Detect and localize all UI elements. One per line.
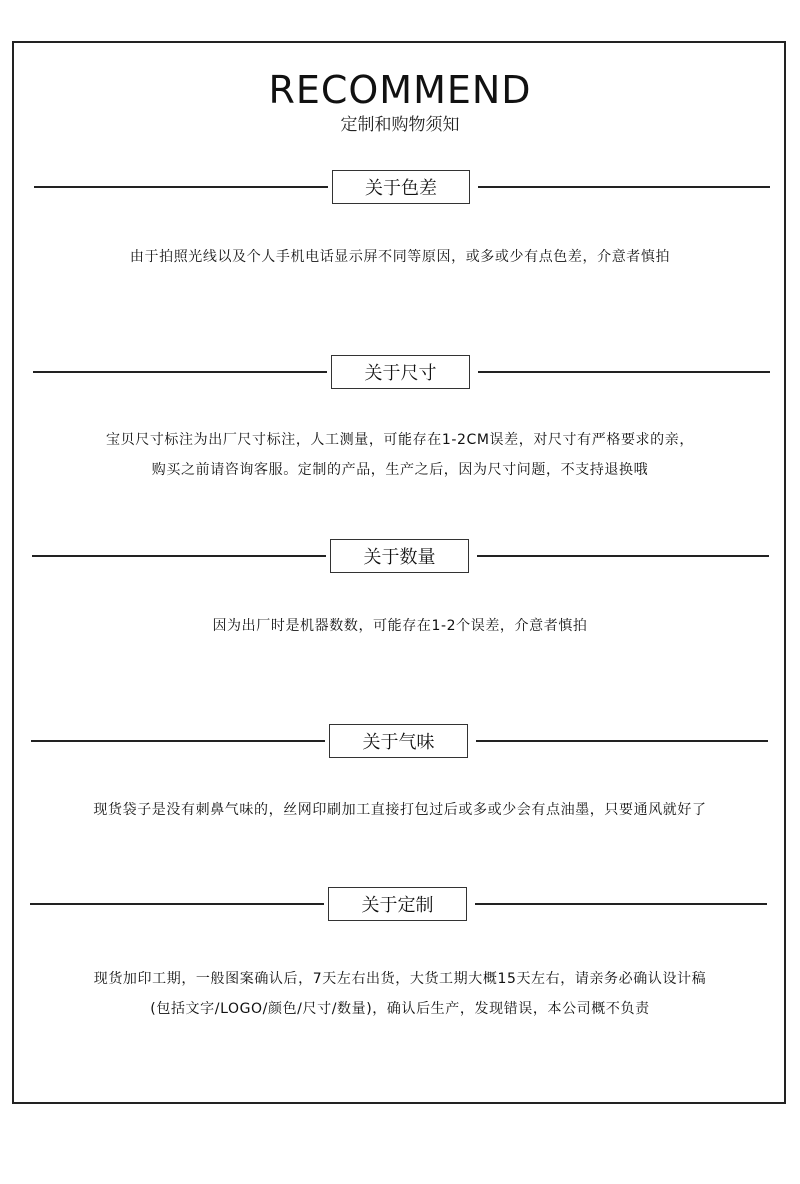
divider-left — [30, 903, 324, 905]
section-line: 因为出厂时是机器数数，可能存在1-2个误差，介意者慎拍 — [212, 618, 588, 634]
section-label-custom: 关于定制 — [328, 887, 467, 921]
page-subtitle: 定制和购物须知 — [340, 115, 460, 135]
section-text-custom — [0, 964, 800, 1024]
section-label-quantity: 关于数量 — [330, 539, 469, 573]
divider-right — [476, 740, 768, 742]
section-text-smell — [0, 795, 800, 825]
section-label-color: 关于色差 — [332, 170, 470, 204]
section-header-custom — [0, 887, 800, 921]
section-header-smell — [0, 724, 800, 758]
divider-right — [478, 186, 770, 188]
section-line: 由于拍照光线以及个人手机电话显示屏不同等原因，或多或少有点色差，介意者慎拍 — [129, 249, 671, 265]
page-title: RECOMMEND — [268, 68, 532, 112]
section-line: (包括文字/LOGO/颜色/尺寸/数量)，确认后生产，发现错误，本公司概不负责 — [150, 1001, 650, 1017]
divider-right — [475, 903, 767, 905]
section-header-color — [0, 170, 800, 204]
divider-left — [33, 371, 327, 373]
divider-left — [32, 555, 326, 557]
divider-left — [34, 186, 328, 188]
section-header-quantity — [0, 539, 800, 573]
section-header-size — [0, 355, 800, 389]
divider-right — [478, 371, 770, 373]
section-label-smell: 关于气味 — [329, 724, 468, 758]
section-text-quantity — [0, 611, 800, 641]
section-line: 购买之前请咨询客服。定制的产品，生产之后，因为尺寸问题，不支持退换哦 — [151, 462, 649, 478]
section-text-size — [0, 425, 800, 485]
section-line: 现货加印工期，一般图案确认后，7天左右出货，大货工期大概15天左右，请亲务必确认设计稿 — [93, 971, 707, 987]
divider-right — [477, 555, 769, 557]
section-label-size: 关于尺寸 — [331, 355, 470, 389]
section-line: 宝贝尺寸标注为出厂尺寸标注，人工测量，可能存在1-2CM误差，对尺寸有严格要求的亲， — [106, 432, 694, 448]
section-text-color — [0, 242, 800, 272]
divider-left — [31, 740, 325, 742]
section-line: 现货袋子是没有刺鼻气味的，丝网印刷加工直接打包过后或多或少会有点油墨，只要通风就好了 — [93, 802, 707, 818]
